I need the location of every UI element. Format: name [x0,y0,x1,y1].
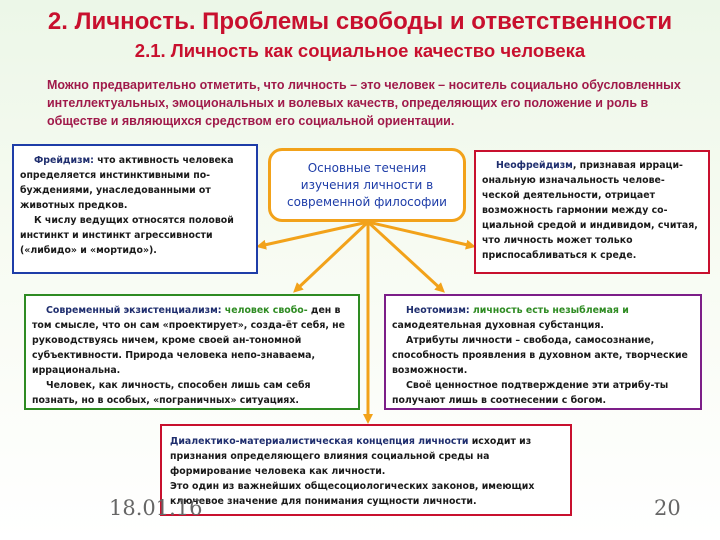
dialectical-label: Диалектико-материалистическая концепция личности [170,436,469,447]
center-topic-box [268,148,466,222]
neothomism-text-2: Атрибуты личности – свобода, самосознание, способность проявления в духовном акте, творческие возможности. [392,335,688,376]
neofreudism-label: Неофрейдизм [496,160,573,171]
dialectical-text-1: исходит из признания определяющего влияния социальной среды на формирование человека как личности. [170,436,532,477]
neothomism-box [384,294,702,410]
neothomism-label: Неотомизм: [406,305,470,316]
dialectical-materialism-box [160,424,572,516]
page-number: 20 [654,496,681,520]
freudism-text-2: К числу ведущих относятся половой инстинкт и инстинкт агрессивности («либидо» и «мортидо»). [20,215,234,256]
arrow-to-neothomism [368,222,442,290]
neothomism-text-1: самодеятельная духовная субстанция. [392,320,604,331]
dialectical-text-2: Это один из важнейших общесоциологических законов, имеющих ключевое значение для понимания сущности личности. [170,481,535,507]
neothomism-text-3: Своё ценностное подтверждение эти атрибу-ты получают лишь в соотнесении с богом. [392,380,669,406]
existentialism-text-green: человек свобо- [221,305,308,316]
freudism-label: Фрейдизм: [34,155,94,166]
center-topic-line-2: изучения личности в [300,178,434,192]
slide-subtitle: 2.1. Личность как социальное качество человека [134,40,586,61]
center-topic-line-3: современной философии [287,195,447,209]
existentialism-text-1: ден в том смысле, что он сам «проектирует», созда-ёт себя, не руководствуясь ничем, кроме своей ан-тономной субъективности. Природа человека непо-знаваема, иррациональна. [32,305,346,376]
footer-date: 18.01.16 [109,496,203,520]
existentialism-box [24,294,360,410]
center-topic-line-1: Основные течения [307,161,427,175]
neofreudism-box [474,150,710,274]
slide-title: 2. Личность. Проблемы свободы и ответственности [47,8,673,35]
freudism-box [12,144,258,274]
neofreudism-text: , признавая ирраци-ональную изначальность челове-ческой деятельности, отрицает возможность гармонии между со-циальной средой и индивидом, считая, что личность может только приспосабливаться к среде. [482,160,698,261]
arrow-to-freud [260,222,368,246]
freudism-text-1: что активность человека определяется инстинктивными по-буждениями, унаследованными от животных предков. [20,155,234,211]
neothomism-text-green: личность есть незыблемая и [469,305,629,316]
intro-paragraph: Можно предварительно отметить, что личность – это человек – носитель социально обусловленных интеллектуальных, эмоциональных и волевых качеств, определяющих его положение и роль в обществе и являющихся средством его социальной ориентации. [47,78,681,128]
existentialism-text-2: Человек, как личность, способен лишь сам себя познать, но в особых, «пограничных» ситуациях. [32,380,311,406]
existentialism-label: Современный экзистенциализм: [46,305,222,316]
arrow-to-existentialism [296,222,368,290]
arrow-to-neofreud [368,222,472,246]
